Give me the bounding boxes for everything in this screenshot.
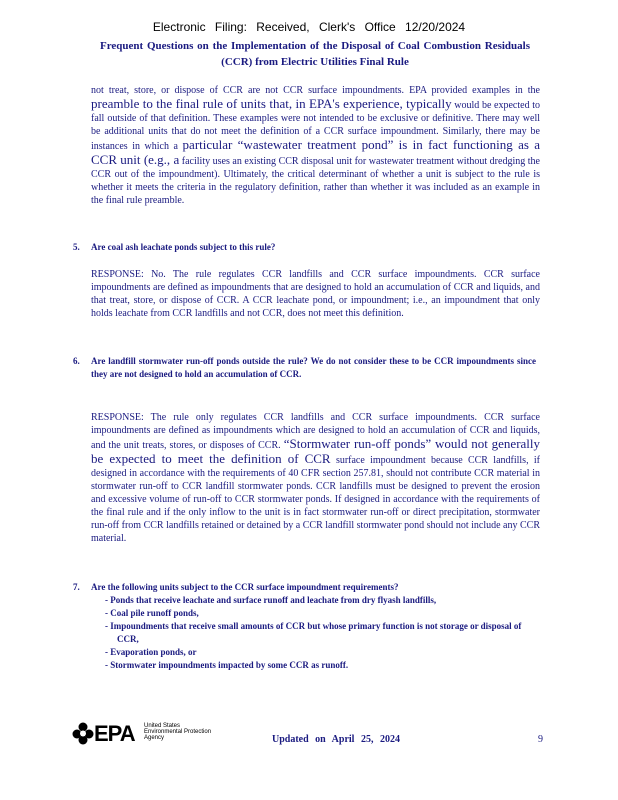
epa-logo-letters: EPA [94, 721, 135, 746]
agency-name: United States Environmental Protection Agency [144, 723, 212, 741]
list-item: - Coal pile runoff ponds, [105, 608, 199, 618]
question-6-response [91, 411, 540, 545]
list-item: - Evaporation ponds, or [105, 647, 197, 657]
question-5-response: RESPONSE: No. The rule regulates CCR landfills and CCR surface impoundments. CCR surface impoundments are defined as impoundments that are designed to hold an accumulation of CCR and liquids, and that treat, store, or dispose of CCR. A CCR leachate pond, or impoundment; i.e., an impoundment that only holds leachate from CCR landfills and not CCR, does not meet this definition. [91, 269, 540, 319]
question-6-response-large: “Stormwater run-off ponds” would not generally be expected to meet the definition of CCR [91, 436, 541, 466]
page-number: 9 [538, 734, 543, 745]
question-6-number: 6. [73, 356, 80, 366]
epa-logo [72, 721, 222, 747]
intro-text-3: facility uses an existing CCR disposal unit for wastewater treatment without dredging the CCR out of the impoundment). Ultimately, the critical determinant of whether a unit is subject to the rule is whether it meets the criteria in the regulatory definition, rather than whether it was included as an example in the final rule preamble. [91, 156, 540, 206]
list-item: - Impoundments that receive small amounts of CCR but whose primary function is not storage or disposal of CCR, [105, 621, 522, 644]
question-7-bullet-list [105, 594, 525, 672]
list-item: - Stormwater impoundments impacted by some CCR as runoff. [105, 660, 349, 670]
intro-text-2: would be expected to fall outside of that definition. These examples were not intended to be exclusive or definitive. There may well be additional units that do not meet the definition of a CCR surface impoundment. Similarly, there may be instances in which a [91, 100, 540, 152]
intro-text-large-1: preamble to the final rule of units that, in EPA's experience, typically [91, 96, 452, 111]
question-6 [73, 355, 541, 381]
question-5 [73, 241, 541, 254]
list-item: - Ponds that receive leachate and surface runoff and leachate from dry flyash landfills, [105, 595, 437, 605]
question-7-text: Are the following units subject to the CCR surface impoundment requirements? [91, 582, 399, 592]
intro-paragraph [91, 84, 540, 207]
question-7-number: 7. [73, 582, 80, 592]
intro-text-1: not treat, store, or dispose of CCR are not CCR surface impoundments. EPA provided examples in the [91, 85, 540, 96]
question-6-text: Are landfill stormwater run-off ponds outside the rule? We do not consider these to be CCR impoundments since they are not designed to hold an accumulation of CCR. [91, 356, 536, 379]
question-5-number: 5. [73, 242, 80, 252]
updated-date: Updated on April 25, 2024 [272, 734, 400, 745]
filing-stamp: Electronic Filing: Received, Clerk's Office 12/20/2024 [152, 20, 466, 34]
page-title: Frequent Questions on the Implementation of the Disposal of Coal Combustion Residuals (CCR) from Electric Utilities Final Rule [100, 40, 530, 68]
question-6-response-text-1: RESPONSE: The rule only regulates CCR landfills and CCR surface impoundments. CCR surface impoundments are defined as impoundments which are designed to hold an accumulation of CCR and liquids, and the unit treats, stores, or disposes of CCR. [91, 412, 540, 451]
intro-text-large-2: particular “wastewater treatment pond” is in fact functioning as a CCR unit (e.g., a [91, 137, 541, 167]
epa-flower-icon [72, 721, 94, 745]
question-6-response-text-2: surface impoundment because CCR landfills, if designed in accordance with the requirements of 40 CFR section 257.81, should not contribute CCR material in stormwater run-off to CCR landfill stormwater ponds. CCR landfills must be designed to prevent the erosion and excessive volume of run-off to CCR stormwater ponds. If designed in accordance with the requirements of the final rule and if the only inflow to the unit is in fact stormwater run-off or direct precipitation, stormwater run-off from CCR landfills retained or detained by a CCR landfill stormwater pond should not include any CCR material. [91, 455, 540, 544]
question-5-text: Are coal ash leachate ponds subject to this rule? [91, 242, 276, 252]
question-7 [73, 581, 541, 594]
